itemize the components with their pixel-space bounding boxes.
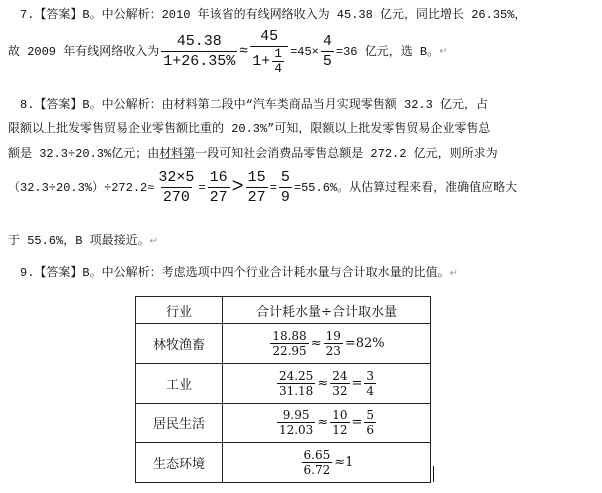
q8-fraction-b: $\frac{16}{27}$	[209, 169, 228, 206]
industry-cell: 居民生活	[136, 403, 223, 443]
q8-line5: 于 55.6%，B 项最接近。↵	[8, 234, 159, 248]
q8-line3: 额是 32.3÷20.3%亿元；由材料第一段可知社会消费品零售总额是 272.2 亿元，则所求为	[8, 147, 498, 161]
q7-nested-fraction: $\frac{1}{4}$	[274, 46, 283, 76]
q7-fraction-3: $\frac{4}{5}$	[322, 33, 332, 70]
industry-cell: 工业	[136, 363, 223, 403]
industry-cell: 生态环境	[136, 443, 223, 483]
table-header: 行业	[136, 297, 223, 324]
table-header: 合计耗水量÷合计取水量	[223, 297, 431, 324]
q8-line2: 限额以上批发零售贸易企业零售额比重的 20.3%”可知，限额以上批发零售贸易企业零售总	[8, 122, 491, 136]
q8-fraction-c: $\frac{15}{27}$	[247, 169, 266, 206]
table-header-row	[136, 297, 431, 324]
table-row	[136, 443, 431, 483]
q8-fraction-d: $\frac{5}{9}$	[280, 169, 290, 206]
q8-line4: （32.3÷20.3%）÷272.2≈ $\frac{32\times 5}{270}$ = $\frac{16}{27}$ > $\frac{15}{27}$ = $\frac{5}{9}$ =55.6%。从估算过程来看，准确值应略大	[8, 169, 518, 206]
q9-line1: 9.【答案】B。中公解析：考虑选项中四个行业合计耗水量与合计取水量的比值。↵	[20, 266, 458, 280]
ratio-cell: $\frac{9.95}{12.03}$ ≈ $\frac{10}{12}$ = $\frac{5}{6}$	[223, 403, 431, 443]
ratio-cell: $\frac{24.25}{31.18}$ ≈ $\frac{24}{32}$ = $\frac{3}{4}$	[223, 363, 431, 403]
return-mark: ↵	[449, 268, 458, 279]
text-cursor	[433, 466, 434, 482]
underlined-text: 材料第	[159, 147, 196, 161]
q7-line2: 故 2009 年有线网络收入为 $\frac{45.38}{1+26.35\%}$ ≈ 45 1+ $\frac{1}{4}$ =45× $\frac{4}{5}$ =36 亿元，选 B。 ↵	[8, 28, 448, 76]
q8-line1: 8.【答案】B。中公解析：由材料第二段中“汽车类商品当月实现零售额 32.3 亿元，占	[20, 98, 489, 112]
ratio-table	[135, 296, 431, 483]
q7-fraction-1: $\frac{45.38}{1+26.35\%}$	[163, 33, 236, 70]
table-row	[136, 403, 431, 443]
return-mark: ↵	[439, 45, 448, 57]
approx-sign: ≈	[239, 42, 249, 60]
q8-fraction-a: $\frac{32\times 5}{270}$	[158, 169, 195, 206]
q7-lead: 故 2009 年有线网络收入为	[8, 44, 160, 59]
q7-line1: 7.【答案】B。中公解析：2010 年该省的有线网络收入为 45.38 亿元，同比增长 26.35%，	[20, 8, 527, 22]
ratio-cell: $\frac{6.65}{6.72}$ ≈1	[223, 443, 431, 483]
return-mark: ↵	[149, 236, 159, 247]
q7-fraction-2: 45 1+ $\frac{1}{4}$	[250, 27, 288, 76]
table-row	[136, 324, 431, 364]
table-row	[136, 363, 431, 403]
industry-cell: 林牧渔畜	[136, 324, 223, 364]
ratio-cell: $\frac{18.88}{22.95}$ ≈ $\frac{19}{23}$ =82%	[223, 324, 431, 364]
